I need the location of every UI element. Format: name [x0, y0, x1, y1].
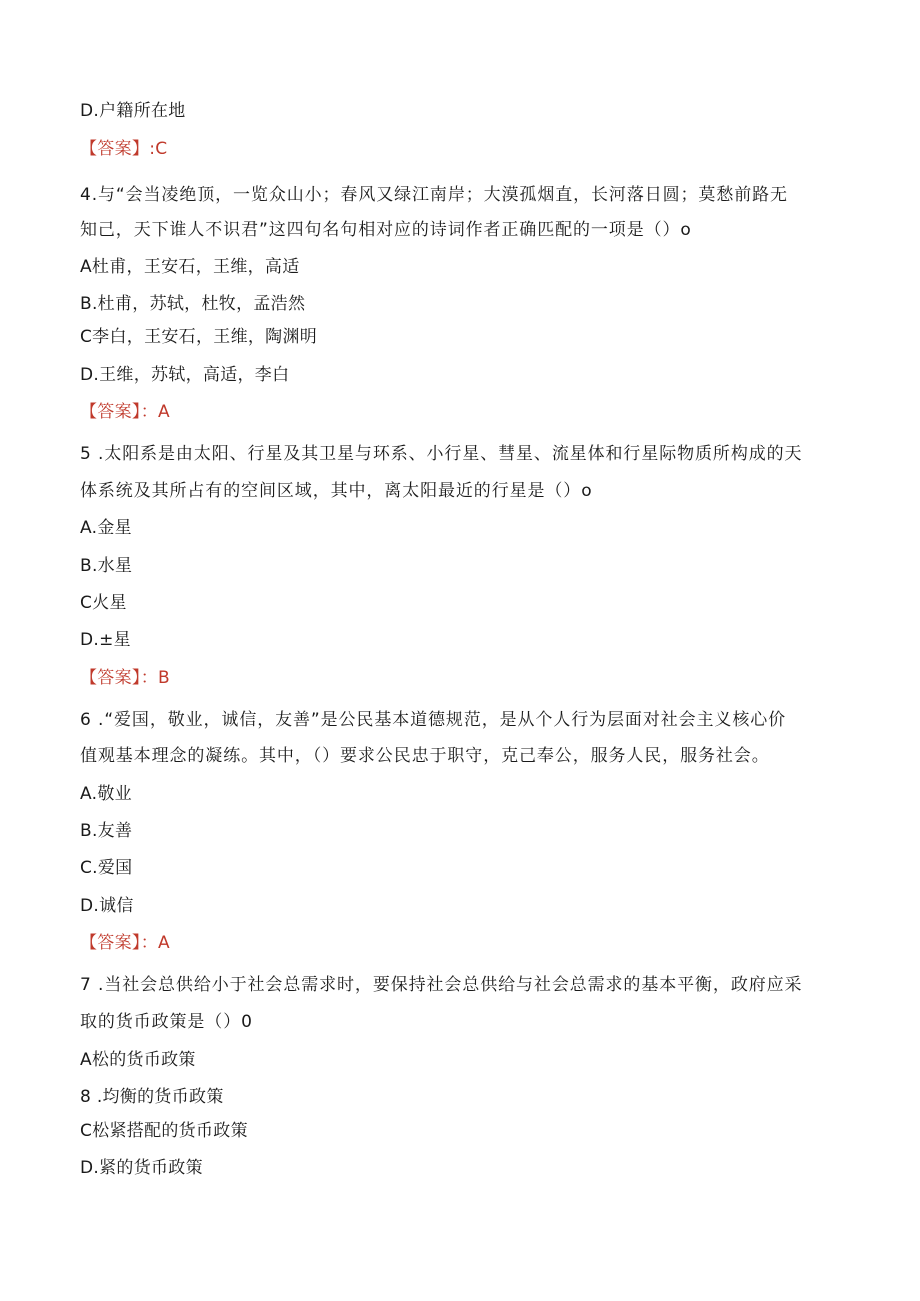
- question-7-line-2: 取的货币政策是（）0: [80, 1012, 253, 1032]
- answer-q3: 【答案】:C: [80, 139, 168, 159]
- option-a-q5: A.金星: [80, 518, 132, 538]
- option-c-q5: C火星: [80, 593, 127, 613]
- option-c-q7: C松紧搭配的货币政策: [80, 1121, 248, 1141]
- question-4-line-1: 4.与“会当凌绝顶，一览众山小；春风又绿江南岸；大漠孤烟直，长河落日圆；莫愁前路无: [80, 185, 788, 205]
- question-5-line-1: 5 .太阳系是由太阳、行星及其卫星与环系、小行星、彗星、流星体和行星际物质所构成的天: [80, 444, 803, 464]
- option-d-q4: D.王维，苏轼，高适，李白: [80, 365, 290, 385]
- question-4-line-2: 知己，天下谁人不识君”这四句名句相对应的诗词作者正确匹配的一项是（）o: [80, 220, 692, 240]
- option-a-q7: A松的货币政策: [80, 1050, 196, 1070]
- question-6-line-1: 6 .“爱国，敬业，诚信，友善”是公民基本道德规范，是从个人行为层面对社会主义核心价: [80, 710, 787, 730]
- option-b-q5: B.水星: [80, 556, 133, 576]
- question-6-line-2: 值观基本理念的凝练。其中，（）要求公民忠于职守，克己奉公，服务人民，服务社会。: [80, 746, 770, 766]
- option-b-q4: B.杜甫，苏轼，杜牧，孟浩然: [80, 294, 306, 314]
- question-5-line-2: 体系统及其所占有的空间区域，其中，离太阳最近的行星是（）o: [80, 481, 593, 501]
- option-a-q4: A杜甫，王安石，王维，高适: [80, 257, 300, 277]
- option-b-q6: B.友善: [80, 821, 133, 841]
- option-b-q7: 8 .均衡的货币政策: [80, 1087, 224, 1107]
- option-d-q7: D.紧的货币政策: [80, 1158, 203, 1178]
- answer-q6: 【答案】：A: [80, 933, 170, 953]
- option-c-q4: C李白，王安石，王维，陶渊明: [80, 327, 318, 347]
- option-d-q3: D.户籍所在地: [80, 101, 186, 121]
- option-a-q6: A.敬业: [80, 784, 132, 804]
- answer-q4: 【答案】：A: [80, 402, 170, 422]
- option-c-q6: C.爱国: [80, 858, 133, 878]
- answer-q5: 【答案】：B: [80, 668, 170, 688]
- option-d-q5: D.±星: [80, 630, 131, 650]
- option-d-q6: D.诚信: [80, 896, 134, 916]
- question-7-line-1: 7 .当社会总供给小于社会总需求时，要保持社会总供给与社会总需求的基本平衡，政府应采: [80, 975, 803, 995]
